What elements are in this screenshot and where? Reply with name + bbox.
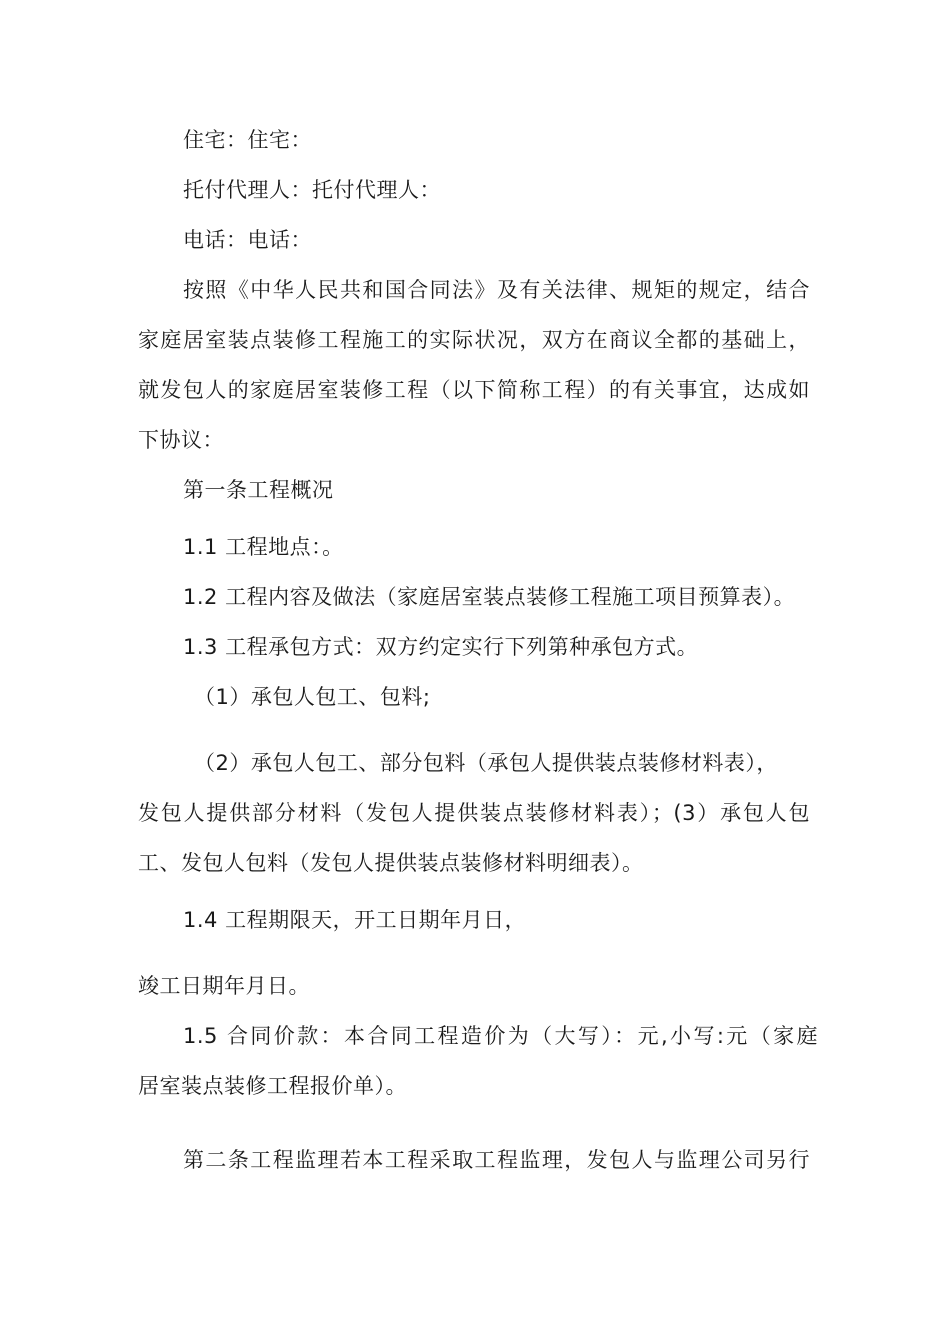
clause-1-1: 1.1 工程地点：。: [183, 535, 344, 559]
agent-line: 托付代理人：托付代理人：: [183, 178, 441, 202]
preamble-line-2: 家庭居室装点装修工程施工的实际状况，双方在商议全都的基础上，: [138, 328, 810, 352]
article-1-heading: 第一条工程概况: [183, 478, 334, 502]
clause-1-2: 1.2 工程内容及做法（家庭居室装点装修工程施工项目预算表）。: [183, 585, 796, 609]
option-3-line: 工、发包人包料（发包人提供装点装修材料明细表）。: [138, 851, 644, 875]
completion-date-line: 竣工日期年月日。: [138, 974, 310, 998]
residence-line: 住宅：住宅：: [183, 128, 312, 152]
option-1: （1）承包人包工、包料;: [194, 685, 431, 709]
preamble-line-3: 就发包人的家庭居室装修工程（以下简称工程）的有关事宜，达成如: [138, 378, 810, 402]
clause-1-5-line-1: 1.5 合同价款：本合同工程造价为（大写）：元,小写:元（家庭: [183, 1024, 818, 1048]
clause-1-5-line-2: 居室装点装修工程报价单）。: [138, 1074, 407, 1098]
clause-1-4: 1.4 工程期限天，开工日期年月日，: [183, 908, 527, 932]
clause-1-3: 1.3 工程承包方式：双方约定实行下列第种承包方式。: [183, 635, 699, 659]
preamble-line-1: 按照《中华人民共和国合同法》及有关法律、规矩的规定，结合: [183, 278, 810, 302]
phone-line: 电话：电话：: [183, 228, 312, 252]
article-2-line: 第二条工程监理若本工程采取工程监理，发包人与监理公司另行: [183, 1148, 810, 1172]
option-2-line-2: 发包人提供部分材料（发包人提供装点装修材料表）；(3）承包人包: [138, 801, 810, 825]
option-2-line-1: （2）承包人包工、部分包料（承包人提供装点装修材料表），: [194, 751, 778, 775]
preamble-line-4: 下协议：: [138, 428, 224, 452]
